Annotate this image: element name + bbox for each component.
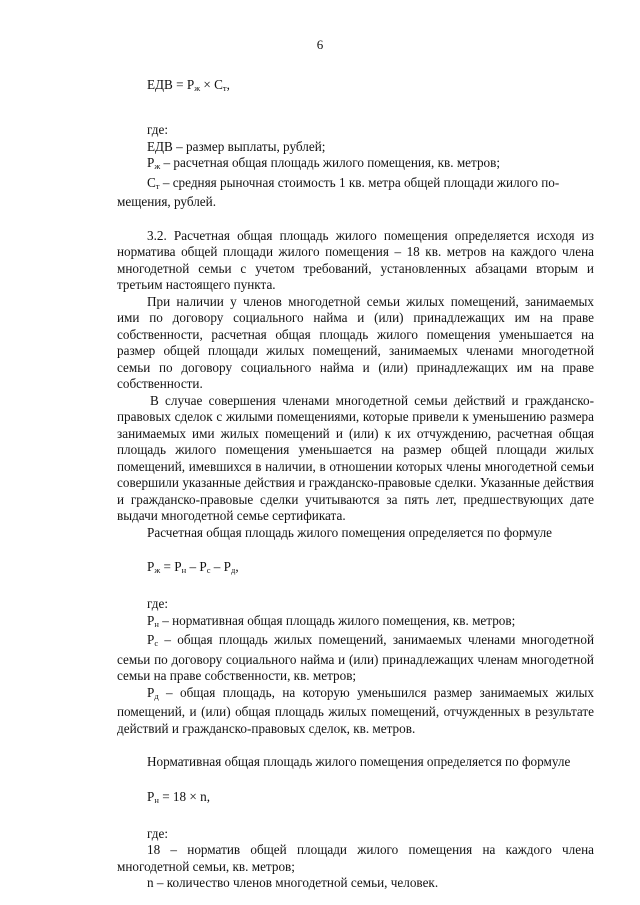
definition-rn: $Р_н$ – нормативная общая площадь жилого помещения, кв. метров;	[147, 612, 516, 629]
definition-rd: $Р_д$ – общая площадь, на которую уменьшился размер занимаемых жилых помещений, и (или) общая площадь жилых помещений, отчужденных в результате действий и гражданско-правовых сделок, кв. метров.	[117, 684, 594, 736]
definition-rzh: $Р_ж$ – расчетная общая площадь жилого помещения, кв. метров;	[147, 155, 501, 171]
definition-ct: $С_т$ – средняя рыночная стоимость 1 кв. метра общей площади жилого по-	[147, 174, 560, 191]
paragraph-normative-intro: Нормативная общая площадь жилого помещения определяется по формуле	[147, 754, 571, 769]
formula-edv: ЕДВ = $Р_ж \times С_т$,	[147, 77, 230, 93]
paragraph-3-2: 3.2. Расчетная общая площадь жилого помещения определяется исходя из норматива общей площади жилого помещения – 18 кв. метров на каждого члена многодетной семьи с учетом требований, установленных абзацами вторым и третьим настоящего пункта.	[117, 227, 594, 292]
page-number: 6	[316, 37, 324, 52]
paragraph-transactions: В случае совершения членами многодетной семьи действий и гражданско-правовых сделок с жилыми помещениями, которые привели к уменьшению размера занимаемых ими жилых помещений и (или) к их отчуждению, расчетная общая площадь жилого помещения уменьшается на размер общей площади жилых помещений, имевшихся в наличии, в отношении которых члены многодетной семьи совершили указанные действия и гражданско-правовые сделки. Указанные действия и гражданско-правовые сделки учитываются за пять лет, предшествующих дате выдачи многодетной семье сертификата.	[117, 392, 594, 523]
definition-ct-cont: мещения, рублей.	[117, 194, 216, 209]
paragraph-living-premises: При наличии у членов многодетной семьи жилых помещений, занимаемых ими по договору социального найма и (или) принадлежащих им на праве собственности, расчетная общая площадь жилого помещения уменьшается на размер общей площади жилых помещений, занимаемых членами многодетной семьи по договору социального найма и (или) принадлежащих им на праве собственности.	[117, 293, 594, 391]
document-body	[117, 76, 594, 892]
paragraph-formula-intro: Расчетная общая площадь жилого помещения определяется по формуле	[147, 524, 553, 540]
definition-rc: $Р_с$ – общая площадь жилых помещений, занимаемых членами многодетной семьи по договору социального найма и (или) принадлежащих членам многодетной семьи на праве собственности, кв. метров;	[117, 632, 594, 683]
formula-rzh: $Р_ж = Р_н - Р_с - Р_д$,	[147, 559, 239, 575]
where-label-1: где:	[147, 122, 168, 137]
where-label-3: где:	[147, 825, 168, 841]
where-label-2: где:	[147, 596, 168, 611]
formula-rn: $Р_н = 18 \times n$,	[147, 788, 211, 805]
definition-edv: ЕДВ – размер выплаты, рублей;	[147, 138, 326, 154]
definition-18: 18 – норматив общей площади жилого помещения на каждого члена многодетной семьи, кв. метров;	[117, 842, 594, 874]
definition-n: n – количество членов многодетной семьи, человек.	[147, 875, 439, 890]
